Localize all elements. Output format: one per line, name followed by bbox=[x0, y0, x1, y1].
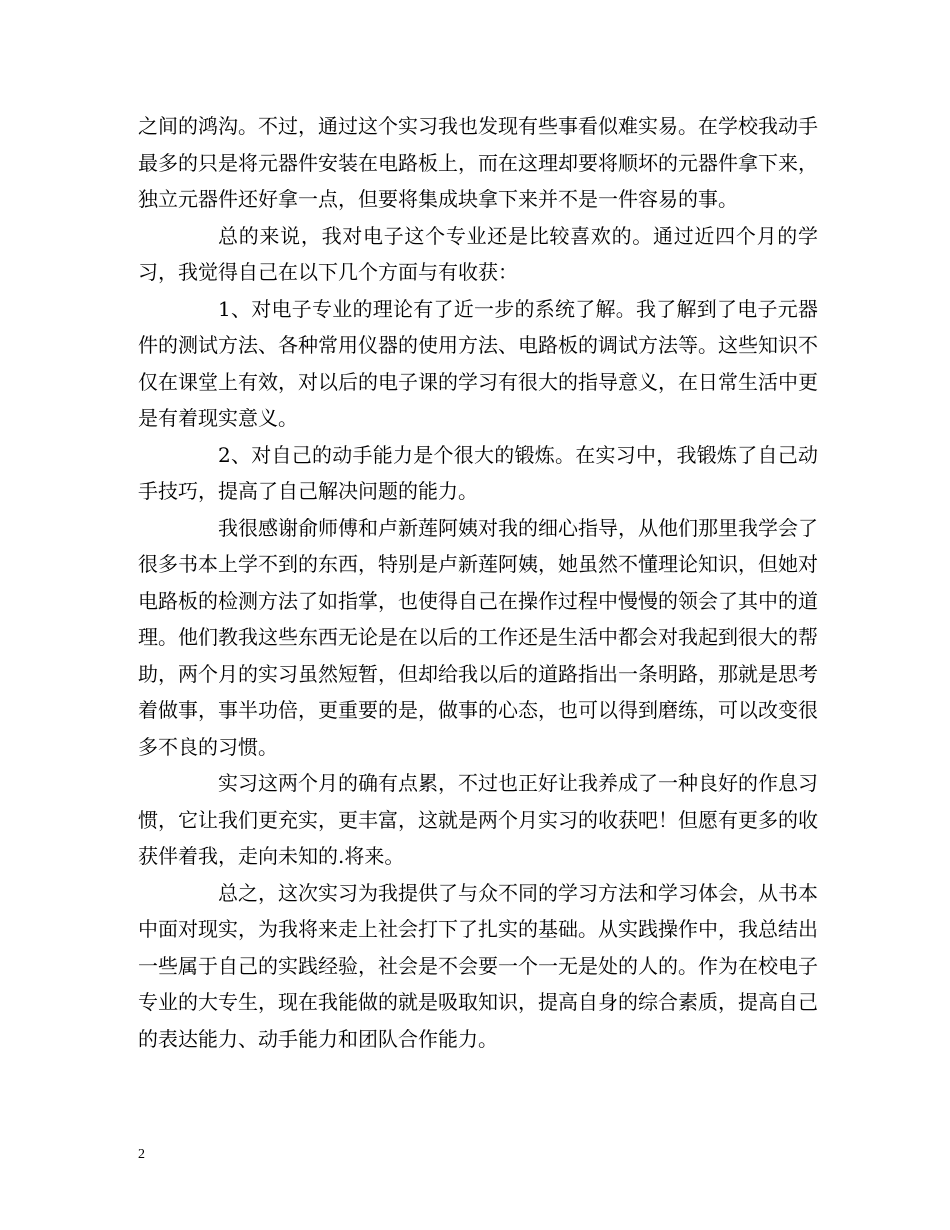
paragraph-6: 实习这两个月的确有点累，不过也正好让我养成了一种良好的作息习惯，它让我们更充实，更丰富，这就是两个月实习的收获吧！但愿有更多的收获伴着我，走向未知的.将来。 bbox=[138, 771, 818, 868]
paragraph-1: 之间的鸿沟。不过，通过这个实习我也发现有些事看似难实易。在学校我动手最多的只是将元器件安装在电路板上，而在这理却要将顺坏的元器件拿下来，独立元器件还好拿一点，但要将集成块拿下来并不是一件容易的事。 bbox=[138, 114, 818, 211]
paragraph-4: 2、对自己的动手能力是个很大的锻炼。在实习中，我锻炼了自己动手技巧，提高了自己解决问题的能力。 bbox=[138, 442, 818, 503]
paragraph-2: 总的来说，我对电子这个专业还是比较喜欢的。通过近四个月的学习，我觉得自己在以下几个方面与有收获： bbox=[138, 223, 818, 284]
paragraph-3: 1、对电子专业的理论有了近一步的系统了解。我了解到了电子元器件的测试方法、各种常用仪器的使用方法、电路板的调试方法等。这些知识不仅在课堂上有效，对以后的电子课的学习有很大的指导意义，在日常生活中更是有着现实意义。 bbox=[138, 296, 818, 430]
document-body bbox=[138, 108, 818, 1057]
paragraph-5: 我很感谢俞师傅和卢新莲阿姨对我的细心指导，从他们那里我学会了很多书本上学不到的东西，特别是卢新莲阿姨，她虽然不懂理论知识，但她对电路板的检测方法了如指掌，也使得自己在操作过程中慢慢的领会了其中的道理。他们教我这些东西无论是在以后的工作还是生活中都会对我起到很大的帮助，两个月的实习虽然短暂，但却给我以后的道路指出一条明路，那就是思考着做事，事半功倍，更重要的是，做事的心态，也可以得到磨练，可以改变很多不良的习惯。 bbox=[138, 515, 818, 759]
paragraph-7: 总之，这次实习为我提供了与众不同的学习方法和学习体会，从书本中面对现实，为我将来走上社会打下了扎实的基础。从实践操作中，我总结出一些属于自己的实践经验，社会是不会要一个一无是处的人的。作为在校电子专业的大专生，现在我能做的就是吸取知识，提高自身的综合素质，提高自己的表达能力、动手能力和团队合作能力。 bbox=[138, 880, 818, 1051]
page-number: 2 bbox=[138, 1147, 145, 1162]
